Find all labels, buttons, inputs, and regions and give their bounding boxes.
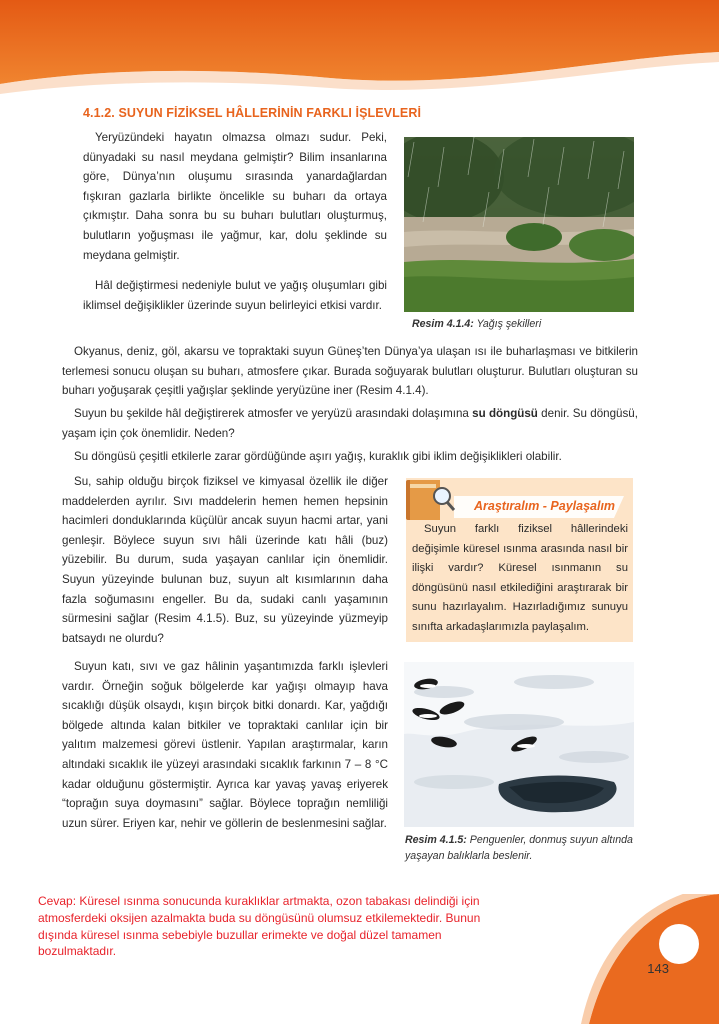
paragraph-ice-properties: Su, sahip olduğu birçok fiziksel ve kimyasal özellik ile diğer maddelerden ayrılır. Sıvı maddelerin hemen hemen hepsinin hacimleri donduklarında küçülür ancak suyun hacmi artar, yani genleşir. Böylece suyun sıvı hâli üzerinde katı hâli (buz) yüzebilir. Bu durum, suda yaşayan canlılar için önemlidir. Suyun yüzeyinde bulunan buz, suyun alt kısımlarının daha fazla soğumasını engeller. Bu da, sudaki canlı yaşamının sürmesini sağlar (Resim 4.1.5). Buz, su yüzeyinde yüzmeyip batsaydı ne olurdu? <box>62 475 388 645</box>
penguin-photo <box>404 662 634 827</box>
book-magnifier-icon <box>402 476 456 524</box>
caption-label: Resim 4.1.4: <box>412 318 474 330</box>
box-title: Araştıralım - Paylaşalım <box>474 499 616 513</box>
header-wave-decoration <box>0 0 719 100</box>
caption-text: Yağış şekilleri <box>476 318 542 330</box>
section-title: 4.1.2. SUYUN FİZİKSEL HÂLLERİNİN FARKLI İŞLEVLERİ <box>83 106 422 120</box>
caption-penguin-photo <box>405 832 637 864</box>
page-number: 143 <box>647 961 669 976</box>
caption-text: Penguenler, donmuş suyun altında yaşayan balıklarla beslenir. <box>405 834 633 862</box>
water-cycle-text-a: Suyun bu şekilde hâl değiştirerek atmosfer ve yeryüzü arasındaki dolaşımına <box>74 407 469 420</box>
water-cycle-term: su döngüsü <box>472 407 538 420</box>
paragraph-water-cycle <box>62 404 638 443</box>
water-cycle-text-b: denir. Su döngüsü, yaşam için çok önemlidir. Neden? <box>62 407 638 440</box>
caption-label: Resim 4.1.5: <box>405 834 467 846</box>
paragraph-state-change: Hâl değiştirmesi nedeniyle bulut ve yağış oluşumları gibi iklimsel değişiklikler üzerinde suyun belirleyici etkisi vardır. <box>83 279 387 312</box>
page-corner-decoration <box>579 894 719 1024</box>
handwritten-answer: Cevap: Küresel ısınma sonucunda kuraklıklar artmakta, ozon tabakası delindiği için atmosferdeki oksijen azalmakta buda su döngüsünü olumsuz etkilemektedir. Bunun dışında küresel ısınma sebebiyle buzullar erimekte ve doğal düzel tamamen bozulmaktadır. <box>38 894 481 959</box>
paragraph-evaporation: Okyanus, deniz, göl, akarsu ve topraktaki suyun Güneş’ten Dünya’ya ulaşan ısı ile buharlaşması ve bitkilerin terlemesi sonucu oluşan su buharı, atmosfere çıkar. Burada soğuyarak bulutları oluşturur. Bulutları oluşturan su buharı yoğuşarak çeşitli yağışlar şeklinde yeryüzüne iner (Resim 4.1.4). <box>62 345 638 398</box>
caption-rain-photo <box>412 318 541 330</box>
paragraph-intro: Yeryüzündeki hayatın olmazsa olmazı sudur. Peki, dünyadaki su nasıl meydana gelmiştir? Bilim insanlarına göre, Dünya’nın oluşumu sırasında yanardağlardan fışkıran gazlarla birlikte öncelikle su buharı da ortaya çıkmıştır. Daha sonra bu su buharı bulutları oluşturmuş, bulutların yoğuşması ile yağmur, kar, dolu şeklinde su meydana gelmiştir. <box>83 131 387 262</box>
rain-photo <box>404 137 634 312</box>
paragraph-snow-functions: Suyun katı, sıvı ve gaz hâlinin yaşantımızda farklı işlevleri vardır. Örneğin soğuk bölgelerde kar yağışı olmayıp hava sıcaklığı düşük olsaydı, kışın birçok bitki donardı. Kar, yağdığı bölgede altında kalan bitkiler ve topraktaki canlılar için bir yalıtım malzemesi görevi üstlenir. Yapılan araştırmalar, karın altındaki sıcaklık ile yüzeyi arasındaki sıcaklık farkının 7 – 8 °C kadar olduğunu göstermiştir. Ayrıca kar yavaş yavaş eriyerek “toprağın suya doymasını” sağlar. Böylece toprağın nemliliği uzun sürer. Eriyen kar, nehir ve göllerin de beslenmesini sağlar. <box>62 660 388 830</box>
box-text: Suyun farklı fiziksel hâllerindeki değişimle küresel ısınma arasında nasıl bir ilişki vardır? Küresel ısınmanın su döngüsünü nasıl etkilediğini araştırarak bir sunu hazırlayalım. Hazırladığımız sunuyu sınıfta arkadaşlarımızla paylaşalım. <box>412 523 628 633</box>
paragraph-climate: Su döngüsü çeşitli etkilerle zarar gördüğünde aşırı yağış, kuraklık gibi iklim değişiklikleri olabilir. <box>74 450 562 463</box>
